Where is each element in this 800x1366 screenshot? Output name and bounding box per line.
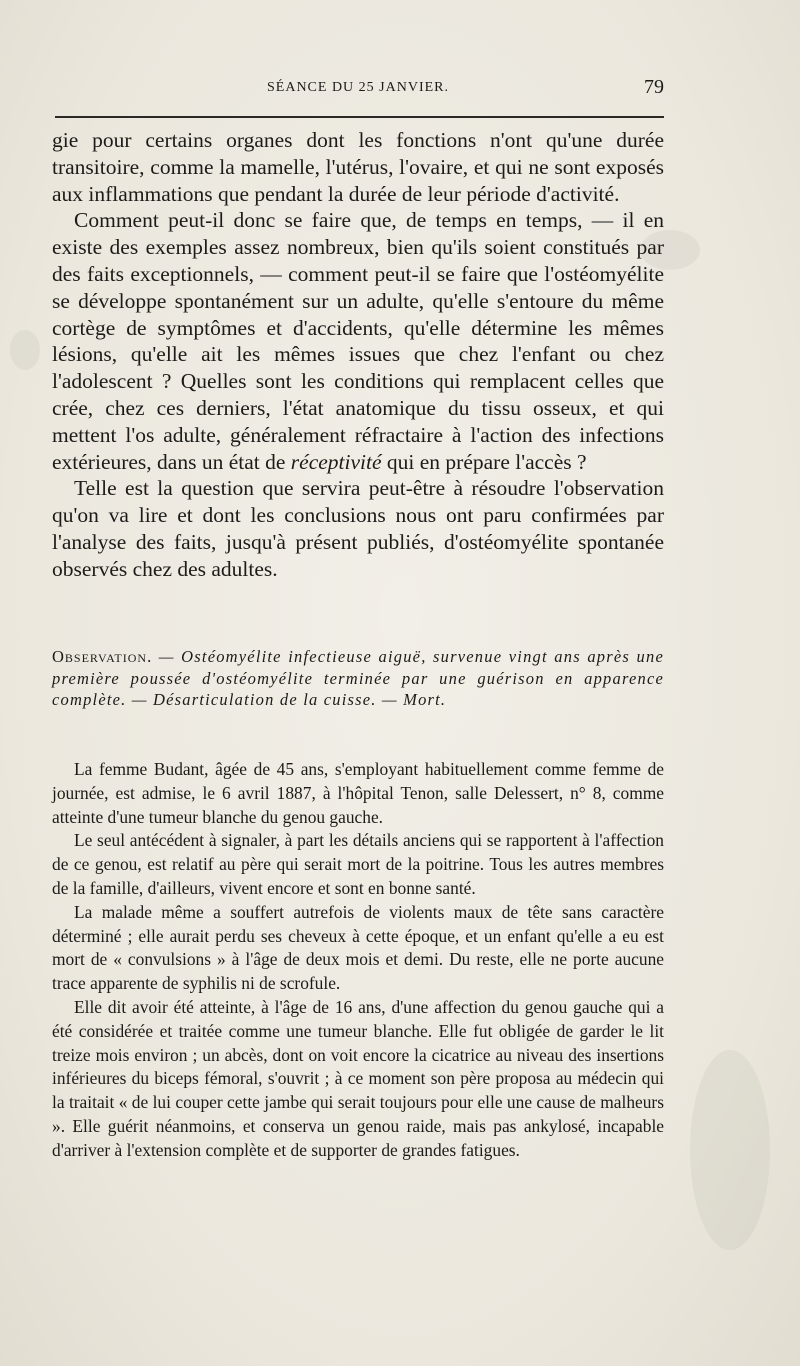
case-paragraph: La femme Budant, âgée de 45 ans, s'employant habituellement comme femme de journée, est admise, le 6 avril 1887, à l'hôpital Tenon, salle Delessert, n° 8, comme atteinte d'une tumeur blanche du genou gauche. [52,759,664,827]
observation-title: — Ostéomyélite infectieuse aiguë, survenue vingt ans après une première poussée d'ostéomyélite terminée par une guérison en apparence complète. — Désarticulation de la cuisse. — Mort. [52,647,664,709]
intro-paragraph: Telle est la question que servira peut-être à résoudre l'observation qu'on va lire et dont les conclusions nous ont paru confirmées par l'analyse des faits, jusqu'à présent publiés, d'ostéomyélite spontanée observés chez des adultes. [52,476,664,581]
intro-tail: qui en prépare l'accès ? [381,449,587,474]
case-paragraph: La malade même a souffert autrefois de violents maux de tête sans caractère déterminé ; elle aurait perdu ses cheveux à cette époque, et un enfant qu'elle a eu est mort de « convulsions » à l'âge de deux mois et demi. Du reste, elle ne porte aucune trace apparente de syphilis ni de scrofule. [52,901,664,994]
page-header [52,76,664,100]
running-title: SÉANCE DU 25 JANVIER. [267,80,449,95]
observation-heading [52,646,664,711]
case-paragraph: Elle dit avoir été atteinte, à l'âge de 16 ans, d'une affection du genou gauche qui a été considérée et traitée comme une tumeur blanche. Elle fut obligée de garder le lit treize mois environ ; un abcès, dont on voit encore la cicatrice au niveau des insertions inférieures du biceps fémoral, s'ouvrit ; à ce moment son père proposa au médecin qui la traitait « de lui couper cette jambe qui serait toujours pour elle une cause de malheurs ». Elle guérit néanmoins, et conserva un genou raide, mais pas ankylosé, incapable d'arriver à l'extension complète et de supporter de grandes fatigues. [52,996,664,1160]
case-text [52,758,664,1163]
page-number: 79 [644,76,664,98]
intro-paragraph: gie pour certains organes dont les fonctions n'ont qu'une durée transitoire, comme la mamelle, l'utérus, l'ovaire, et qui ne sont exposés aux inflammations que pendant la durée de leur période d'activité. [52,128,664,206]
case-paragraph: Le seul antécédent à signaler, à part les détails anciens qui se rapportent à l'affection de ce genou, est relatif au père qui serait mort de la poitrine. Tous les autres membres de la famille, d'ailleurs, vivent encore et sont en bonne santé. [52,830,664,898]
intro-paragraph-text: Comment peut-il donc se faire que, de temps en temps, — il en existe des exemples assez nombreux, bien qu'ils soient constitués par des faits exceptionnels, — comment peut-il se faire que l'ostéomyélite se développe spontanément sur un adulte, qu'elle s'entoure du même cortège de symptômes et d'accidents, qu'elle détermine les mêmes lésions, qu'elle ait les mêmes issues que chez l'enfant ou chez l'adolescent ? Quelles sont les conditions qui remplacent celles que crée, chez ces derniers, l'état anatomique du tissu osseux, et qui mettent l'os adulte, généralement réfractaire à l'action des infections extérieures, dans un état de [52,208,664,474]
intro-paragraph [52,207,664,475]
intro-text [52,127,664,583]
header-rule [55,116,664,118]
intro-emphasis: réceptivité [290,449,382,474]
observation-label: Observation. [52,647,153,666]
